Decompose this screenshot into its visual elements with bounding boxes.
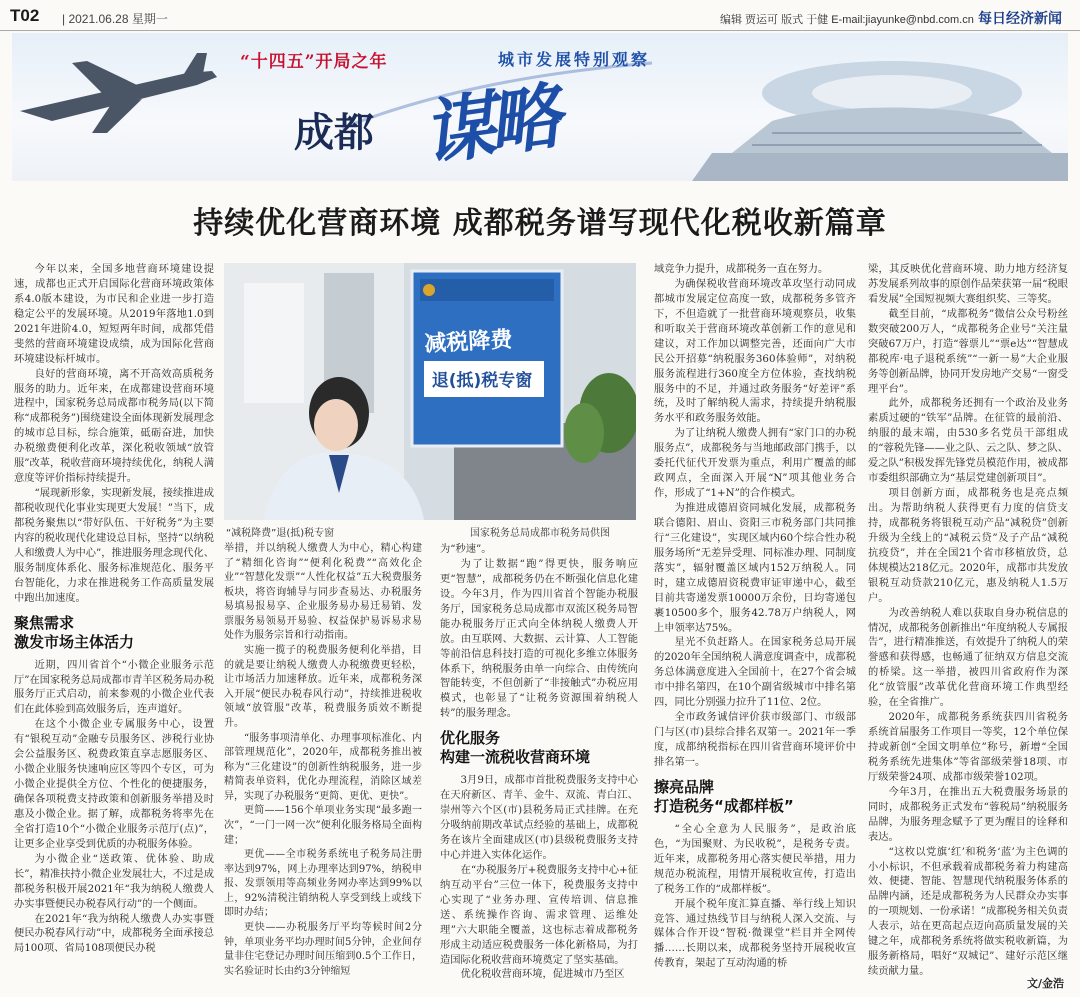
photo-credit: 国家税务总局成都市税务局供图	[470, 528, 610, 539]
section-heading: 擦亮品牌 打造税务“成都样板”	[654, 777, 794, 815]
paragraph: 为了让纳税人缴费人拥有“家门口的办税服务点”，成都税务与当地邮政部门携手，以委托代征代开发票为重点，利用广覆盖的邮政网点，全面深入开展“N”项其他业务合作，形成了“1+N”的合作模式。	[654, 427, 856, 500]
banner-city: 成都	[294, 109, 374, 156]
paragraph: 良好的营商环境，离不开高效高质税务服务的助力。近年来，在成都建设营商环境进程中，国家税务总局成都市税务局(以下简称“成都税务”)围绕建设全面体现新发展理念的城市总目标，综合施策，砥砺奋进，加快办税缴费便利化改革，深化税收领域“放管服”改革，税收营商环境持续优化，纳税人满意度等评价指标持续提升。	[14, 367, 214, 485]
section-heading: 优化服务 构建一流税收营商环境	[440, 729, 591, 767]
page-number: T02	[10, 6, 40, 25]
paragraph: 在这个小微企业专属服务中心，设置有“银税互动”金融专员服务区、涉税行业协会公益服务区、税费政策直享志愿服务区、小微企业服务快速响应区等四个专区，可为小微企业提供全方位、个性化的便捷服务，确保各项税费支持政策和创新服务举措及时惠及小微企业。据了解，成都税务将率先在全省打造10个“小微企业服务示范厅(点)”，让更多企业享受到优质的办税服务体验。	[14, 718, 214, 850]
article-byline: 文/金浩	[1026, 977, 1064, 990]
section-heading: 聚焦需求 激发市场主体活力	[14, 613, 135, 651]
tax-window-photo	[224, 263, 636, 520]
banner-observation: 城市发展特别观察	[498, 50, 651, 69]
banner-strategy: 谋略	[417, 73, 561, 176]
paragraph: 为了让数据“跑”得更快，服务响应更“智慧”，成都税务仍在不断强化信息化建设。今年3月，作为四川省首个智能办税服务厅，国家税务总局成都市双流区税务局智能办税服务厅正式向全体纳税人缴费人开放。由互联网、大数据、云计算、人工智能等前沿信息科技打造的可视化多维立体服务体系下，纳税服务由单一向综合、由传统向智能转变，不但创新了“非接触式”办税应用模式，也彰显了“让税务资源围着纳税人转”的服务理念。	[440, 557, 638, 720]
paragraph: 更快——办税服务厅平均等候时间2分钟，单项业务平均办理时间5分钟，企业间存量非住宅登记办理时间压缩到0.5个工作日，实名验证时长由约3分钟缩短	[224, 922, 422, 977]
paragraph: 今年以来，全国多地营商环境建设提速，成都也正式开启国际化营商环境政策体系4.0版本建设，为市民和企业进一步打造稳定公平的发展环境。从2019年落地1.0到2021年进阶4.0，短短两年时间，成都凭借斐然的营商环境建设成绩，成为国际化营商环境建设标杆城市。	[14, 263, 214, 365]
paragraph: “这枚以党旗‘红’和税务‘蓝’为主色调的小小标识，不但承载着成都税务着力构建高效、便捷、智能、智慧现代纳税服务体系的品牌内涵，还是成都税务为人民群众办实事的一项规划、一份承诺！”成都税务相关负责人表示，站在更高起点迈向高质量发展的关键之年，成都税务系统将做实税收新篇，为服务新格局，唱好“双城记”、建好示范区继续贡献力量。	[868, 845, 1068, 978]
paragraph: 更优——全市税务系统电子税务局注册率达到97%，网上办理率达到97%，纳税申报、发票领用等高频业务网办率达到99%以上，92%清税注销纳税人享受到线上或线下即时办结；	[224, 849, 422, 919]
paragraph: “全心全意为人民服务”，是政治底色，“为国聚财、为民收税”，是税务专责。近年来，成都税务用心落实便民举措，用力规范办税流程，用情开展税收宣传，打造出了税务工作的“成都样板”。	[654, 822, 856, 895]
paragraph: 项目创新方面，成都税务也是亮点频出。为帮助纳税人获得更有力度的信贷支持，成都税务将银税互动产品“减税贷”创新升级为全线上的“减税云贷”及子产品“减税抗疫贷”，并在全国21个省市移植放贷，总体规模达218亿元。2020年，成都市共发放银税互动贷款210亿元，惠及纳税人1.5万户。	[868, 487, 1068, 604]
paragraph: 为改善纳税人难以获取自身办税信息的情况，成都税务创新推出“年度纳税人专属报告”，进行精准推送，有效提升了纳税人的荣誉感和获得感，也畅通了征纳双方信息交流的桥梁。这一举措，被四川省政府作为深化“放管服”改革优化营商环境工作典型经验，在全省推广。	[868, 606, 1068, 709]
paragraph: 开展个税年度汇算直播、举行线上知识竞答、通过热线节目与纳税人深入交流、与媒体合作开设“智税·微课堂”栏目并全网传播……长期以来，成都税务坚持开展税收宣传教育，架起了互动沟通的桥	[654, 897, 856, 970]
newspaper-name: 每日经济新闻	[978, 11, 1062, 27]
article-column-5	[868, 262, 1068, 979]
airport-terminal-icon	[692, 61, 1068, 181]
paragraph: 举措，并以纳税人缴费人为中心，精心构建了“精细化咨询”“便利化税费”“高效化企业”“智慧化发票”“人性化权益”五大税费服务板块，将咨询辅导与同步查易达、办税服务易填易报易享、企业服务易办易迁易销、发票服务易领易开易验、权益保护易诉易求易处作为服务宗旨和行动指南。	[224, 543, 422, 642]
svg-text:减税降费: 减税降费	[423, 327, 514, 358]
article-column-2	[224, 542, 422, 979]
section-banner	[12, 33, 1068, 181]
article-photo	[224, 263, 636, 520]
article-column-1	[14, 262, 214, 956]
paragraph: 为推进成德眉资同城化发展，成都税务联合德阳、眉山、资阳三市税务部门共同推行“三化建设”，实现区域内60个综合性办税服务场所“无差异受理、同标准办理、同制度落实”，辐射覆盖区域内152万纳税人。同时，建立成德眉资税费审证审递中心，截至目前共寄递发票10000万余份，日均寄递包裹10500多个，服务42.78万户纳税人，网上申领率达75%。	[654, 502, 856, 634]
paragraph: 梁，其反映优化营商环境、助力地方经济复苏发展系列故事的原创作品荣获第一届“税眼看发展”全国短视频大赛组织奖、三等奖。	[868, 263, 1068, 305]
paragraph: 今年3月，在推出五大税费服务场景的同时，成都税务正式发布“蓉税局”纳税服务品牌，为服务理念赋予了更为醒目的诠释和表达。	[868, 785, 1068, 843]
paragraph: 实施一揽子的税费服务便利化举措，目的就是要让纳税人缴费人办税缴费更轻松，让市场活力加速释放。近年来，成都税务深入开展“便民办税春风行动”，持续推进税收领域“放管服”改革，税费服务质效不断提升。	[224, 645, 422, 729]
paragraph: 在“办税服务厅+税费服务支持中心+征纳互动平台”三位一体下，税费服务支持中心实现了“业务办理、宣传培训、信息推送、系统操作咨询、需求管理、运维处理”六大职能全覆盖，这也标志着成都税务形成主动适应税费服务一体化新格局，为打造国际化税收营商环境奠定了坚实基础。	[440, 863, 638, 966]
page-header	[0, 0, 1080, 31]
article-headline: 持续优化营商环境 成都税务谱写现代化税收新篇章	[193, 206, 887, 241]
paragraph: 为小微企业“送政策、优体验、助成长”，精准扶持小微企业发展壮大，不过是成都税务积极开展2021年“我为纳税人缴费人办实事暨便民办税春风行动”的一个侧面。	[14, 852, 214, 910]
article-column-3	[440, 542, 638, 982]
paragraph: 优化税收营商环境，促进城市乃至区	[460, 968, 625, 981]
paragraph: 2020年，成都税务系统获四川省税务系统首届服务工作项目一等奖，12个单位保持或新创“全国文明单位”称号，新增“全国税务系统先进集体”等省部级荣誉18项、市厅级荣誉24项、成都市级荣誉102项。	[868, 711, 1068, 783]
paragraph: 在2021年“我为纳税人缴费人办实事暨便民办税春风行动”中，成都税务全面承接总局100项、省局108项便民办税	[14, 912, 214, 955]
paragraph: 域竞争力提升，成都税务一直在努力。	[654, 263, 829, 275]
paragraph: 为“秒速”。	[440, 543, 492, 555]
paragraph: 3月9日，成都市首批税费服务支持中心在天府新区、青羊、金牛、双流、青白江、崇州等六个区(市)县税务局正式挂牌。在充分吸纳前期改革试点经验的基础上，成都税务在该片全面建成区(市)县级税费服务支持中心并进入实体化运作。	[440, 774, 638, 861]
paragraph: 星光不负赶路人。在国家税务总局开展的2020年全国纳税人满意度调查中，成都税务总体满意度进入全国前十，在27个省会城市中排名第四，在10个副省级城市中排名第四，同比分别强力拉升了11位、2位。	[654, 636, 856, 709]
banner-subtitle: “十四五”开局之年	[240, 52, 388, 72]
page-editors: 编辑 贾运可 版式 于健 E-mail:jiayunke@nbd.com.cn	[720, 14, 974, 26]
article-column-4	[654, 262, 856, 971]
paragraph: 此外，成都税务还拥有一个政治及业务素质过硬的“铁军”品牌。在征管的最前沿、纳服的最末端，由530多名党员干部组成的“蓉税先锋——业之队、云之队、梦之队、爱之队”积极发挥先锋党员模范作用，被成都市委组织部确立为“基层党建创新项目”。	[868, 397, 1068, 485]
paragraph: 近期，四川省首个“小微企业服务示范厅”在国家税务总局成都市青羊区税务局办税服务厅正式启动，前来参观的小微企业代表们在此体验到高效服务后，连声道好。	[14, 658, 214, 716]
paragraph: 更简——156个单项业务实现“最多跑一次”，“一门一网一次”便利化服务格局全面构建；	[224, 805, 422, 846]
page-date: | 2021.06.28 星期一	[62, 12, 168, 26]
paragraph: 为确保税收营商环境改革攻坚行动同成都城市发展定位高度一致，成都税务多管齐下，不但造就了一批营商环境观察员，收集和听取关于营商环境改革创新工作的意见和建议，对工作加以调整完善，还面向广大市民公开招募“纳税服务360体验师”，对纳税服务流程进行360度全方位体验，查找纳税服务中的不足，并通过政务服务“好差评”系统，及时了解纳税人需求，持续提升纳税服务水平和政务服务效能。	[654, 277, 856, 425]
paragraph: “展现新形象，实现新发展，接续推进成都税收现代化事业实现更大发展！”当下，成都税务聚焦以“带好队伍、干好税务”为主要内容的税收现代化建设总目标，坚持“以纳税人和缴费人为中心”，推进服务理念现代化、服务制度体系化、服务标准规范化、服务平台智能化，力求在推进税务工作高质量发展中跑出加速度。	[14, 487, 214, 604]
airplane-icon	[20, 53, 217, 133]
paragraph: “服务事项清单化、办理事项标准化、内部管理规范化”，2020年，成都税务推出被称为“三化建设”的创新性纳税服务，进一步精简表单资料，优化办理流程，消除区域差异，实现了办税服务“更简、更优、更快”。	[224, 732, 422, 802]
paragraph: 截至目前，“成都税务”微信公众号粉丝数突破200万人，“成都税务企业号”关注量突破67万户，打造“蓉票儿”“票e达”“智慧成都税库·电子退税系统”“一新一易”大企业服务等创新品牌，协同开发房地产交易“一窗受理平台”。	[868, 307, 1068, 395]
svg-text:退(抵)税专窗: 退(抵)税专窗	[431, 371, 533, 391]
paragraph: 全市政务诚信评价获市级部门、市级部门与区(市)县综合排名双第一。2021年一季度，成都纳税指标在四川省营商环境评价中排名第一。	[654, 711, 856, 768]
photo-caption: “减税降费”退(抵)税专窗	[226, 528, 335, 539]
